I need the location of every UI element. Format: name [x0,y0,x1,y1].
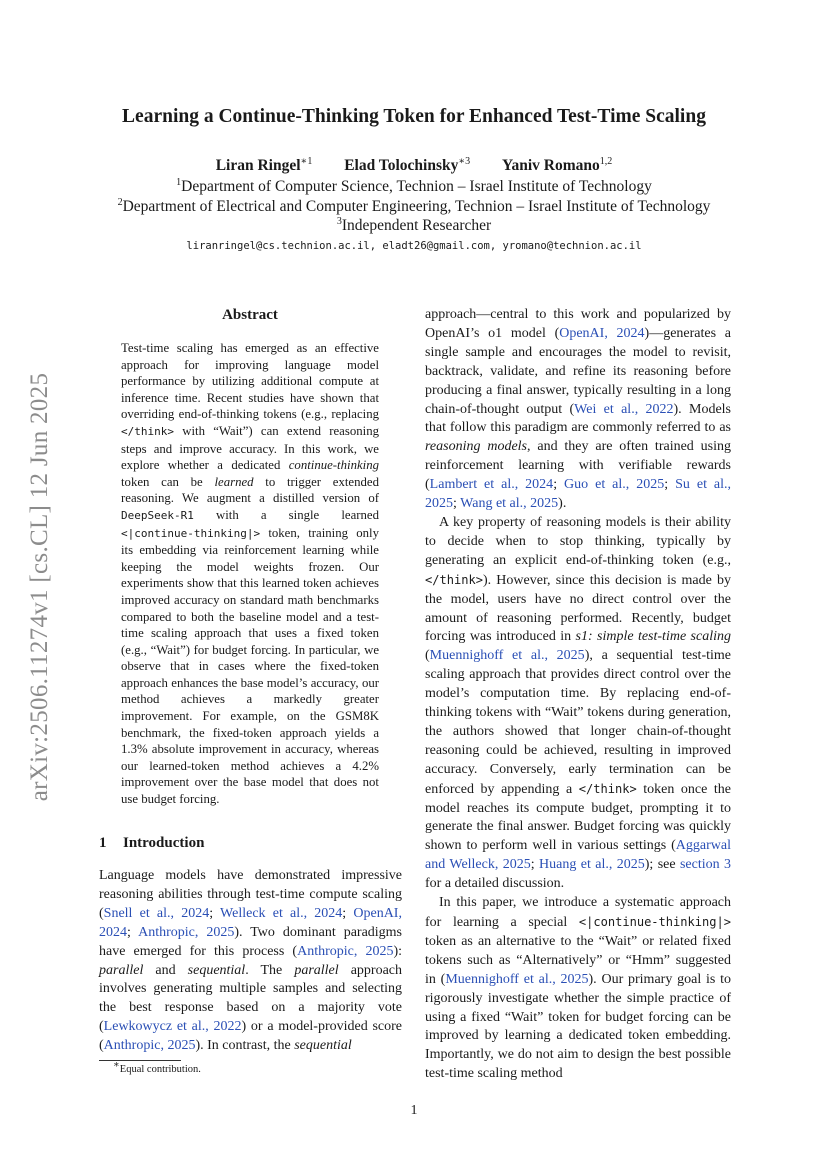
arxiv-identifier: arXiv:2506.11274v1 [cs.CL] 12 Jun 2025 [26,372,53,802]
author: Liran Ringel$^{∗1}$ [215,155,313,174]
footnote: ∗Equal contribution. [113,1059,201,1075]
affiliation: $^1$Department of Computer Science, Technion – Israel Institute of Technology [176,176,652,195]
body-paragraph: In this paper, we introduce a systematic approach for learning a special <|continue-thinking|> token as an alternative to the “Wait” or related fixed tokens such as “Alternatively” or “Hmm” suggested in (Muennighoff et al., 2025). Our primary goal is to rigorously investigate whether the simple practice of using a fixed “Wait” token for budget forcing can be improved by learning a dedicated token embedding. Importantly, we do not aim to design the best possible test-time scaling method [425,895,731,1082]
citation-link[interactable]: Anthropic, 2025 [138,924,235,940]
footnote-rule [99,1060,181,1061]
section-link[interactable]: section 3 [679,857,732,873]
body-paragraph: approach—central to this work and popularized by OpenAI’s o1 model (OpenAI, 2024)—generates a single sample and encourages the model to revisit, backtrack, validate, and refine its reasoning before producing a final answer, typically resulting in a long chain-of-thought output (Wei et al., 2022). Models that follow this paradigm are commonly referred to as reasoning models, and they are often trained using reinforcement learning with verifiable rewards (Lambert et al., 2024; Guo et al., 2025; Su et al., 2025; Wang et al., 2025). [425,307,732,512]
arxiv-identifier-sidebar [22,345,58,830]
citation-link[interactable]: Snell et al., 2024 [103,905,210,921]
right-column-body [425,306,731,1084]
affiliation: $^3$Independent Researcher [336,215,492,234]
author: Elad Tolochinsky$^{∗3}$ [344,155,471,174]
citation-link[interactable]: Wang et al., 2025 [460,496,559,512]
section-heading-introduction: 1 Introduction [99,835,205,851]
abstract-paragraph: Test-time scaling has emerged as an effective approach for improving language model performance by utilizing additional compute at inference time. Recent studies have shown that overriding end-of-thinking tokens (e.g., replacing </think> with “Wait”) can extend reasoning steps and improve accuracy. In this work, we explore whether a dedicated continue-thinking token can be learned to trigger extended reasoning. We augment a distilled version of DeepSeek-R1 with a single learned <|continue-thinking|> token, training only its embedding via reinforcement learning while keeping the model weights frozen. Our experiments show that this learned token achieves improved accuracy on standard math benchmarks compared to both the baseline model and a test-time scaling approach that uses a fixed token (e.g., “Wait”) for budget forcing. In particular, we observe that in cases where the fixed-token approach enhances the base model’s accuracy, our method achieves a markedly greater improvement. For example, on the GSM8K benchmark, the fixed-token approach yields a 1.3% absolute improvement in accuracy, whereas our learned-token method achieves a 4.2% improvement over the base model that does not use budget forcing. [121,341,379,807]
citation-link[interactable]: Su et al., 2025 [425,477,732,512]
citation-link[interactable]: Wei et al., 2022 [574,401,674,417]
author: Yaniv Romano$^{1,2}$ [502,155,613,174]
citation-link[interactable]: Huang et al., 2025 [539,857,645,873]
intro-paragraph: Language models have demonstrated impressive reasoning abilities through test-time compute scaling (Snell et al., 2024; Welleck et al., 2024; OpenAI, 2024; Anthropic, 2025). Two dominant paradigms have emerged for this process (Anthropic, 2025): parallel and sequential. The parallel approach involves generating multiple samples and selecting the best response based on a majority vote (Lewkowycz et al., 2022) or a model-provided score (Anthropic, 2025). In contrast, the sequential [99,868,403,1054]
citation-link[interactable]: OpenAI, 2024 [559,325,645,341]
author-list [0,157,828,175]
page-number: 1 [410,1103,418,1118]
introduction-body [99,867,402,1056]
citation-link[interactable]: Muennighoff et al., 2025 [429,648,585,664]
citation-link[interactable]: Guo et al., 2025 [564,477,665,493]
citation-link[interactable]: Welleck et al., 2024 [220,905,343,921]
citation-link[interactable]: Muennighoff et al., 2025 [445,971,589,987]
paper-title: Learning a Continue-Thinking Token for Enhanced Test-Time Scaling [122,106,706,127]
citation-link[interactable]: Aggarwal and Welleck, 2025 [425,838,731,873]
body-paragraph: A key property of reasoning models is their ability to decide when to stop thinking, typically by generating an explicit end-of-thinking token (e.g., </think>). However, since this decision is made by the model, users have no direct control over the amount of reasoning performed. Recently, budget forcing was introduced in s1: simple test-time scaling (Muennighoff et al., 2025), a sequential test-time scaling approach that provides direct control over the model’s computation time. By replacing end-of-thinking tokens with “Wait” tokens during generation, the authors showed that longer chain-of-thought reasoning could be achieved, resulting in improved accuracy. Conversely, early termination can be enforced by appending a </think> token once the model reaches its compute budget, prompting it to generate the final answer. Budget forcing was quickly shown to perform well in various settings (Aggarwal and Welleck, 2025; Huang et al., 2025); see section 3 for a detailed discussion. [425,514,732,892]
author-emails: liranringel@cs.technion.ac.il, eladt26@gmail.com, yromano@technion.ac.il [186,240,642,252]
abstract-body [121,340,379,808]
citation-link[interactable]: OpenAI, 2024 [99,905,402,940]
abstract-heading: Abstract [222,307,278,323]
affiliation: $^2$Department of Electrical and Computer Engineering, Technion – Israel Institute of Technology [117,196,711,215]
citation-link[interactable]: Lambert et al., 2024 [429,477,554,493]
citation-link[interactable]: Anthropic, 2025 [297,943,394,959]
citation-link[interactable]: Anthropic, 2025 [103,1038,196,1054]
citation-link[interactable]: Lewkowycz et al., 2022 [103,1019,242,1035]
